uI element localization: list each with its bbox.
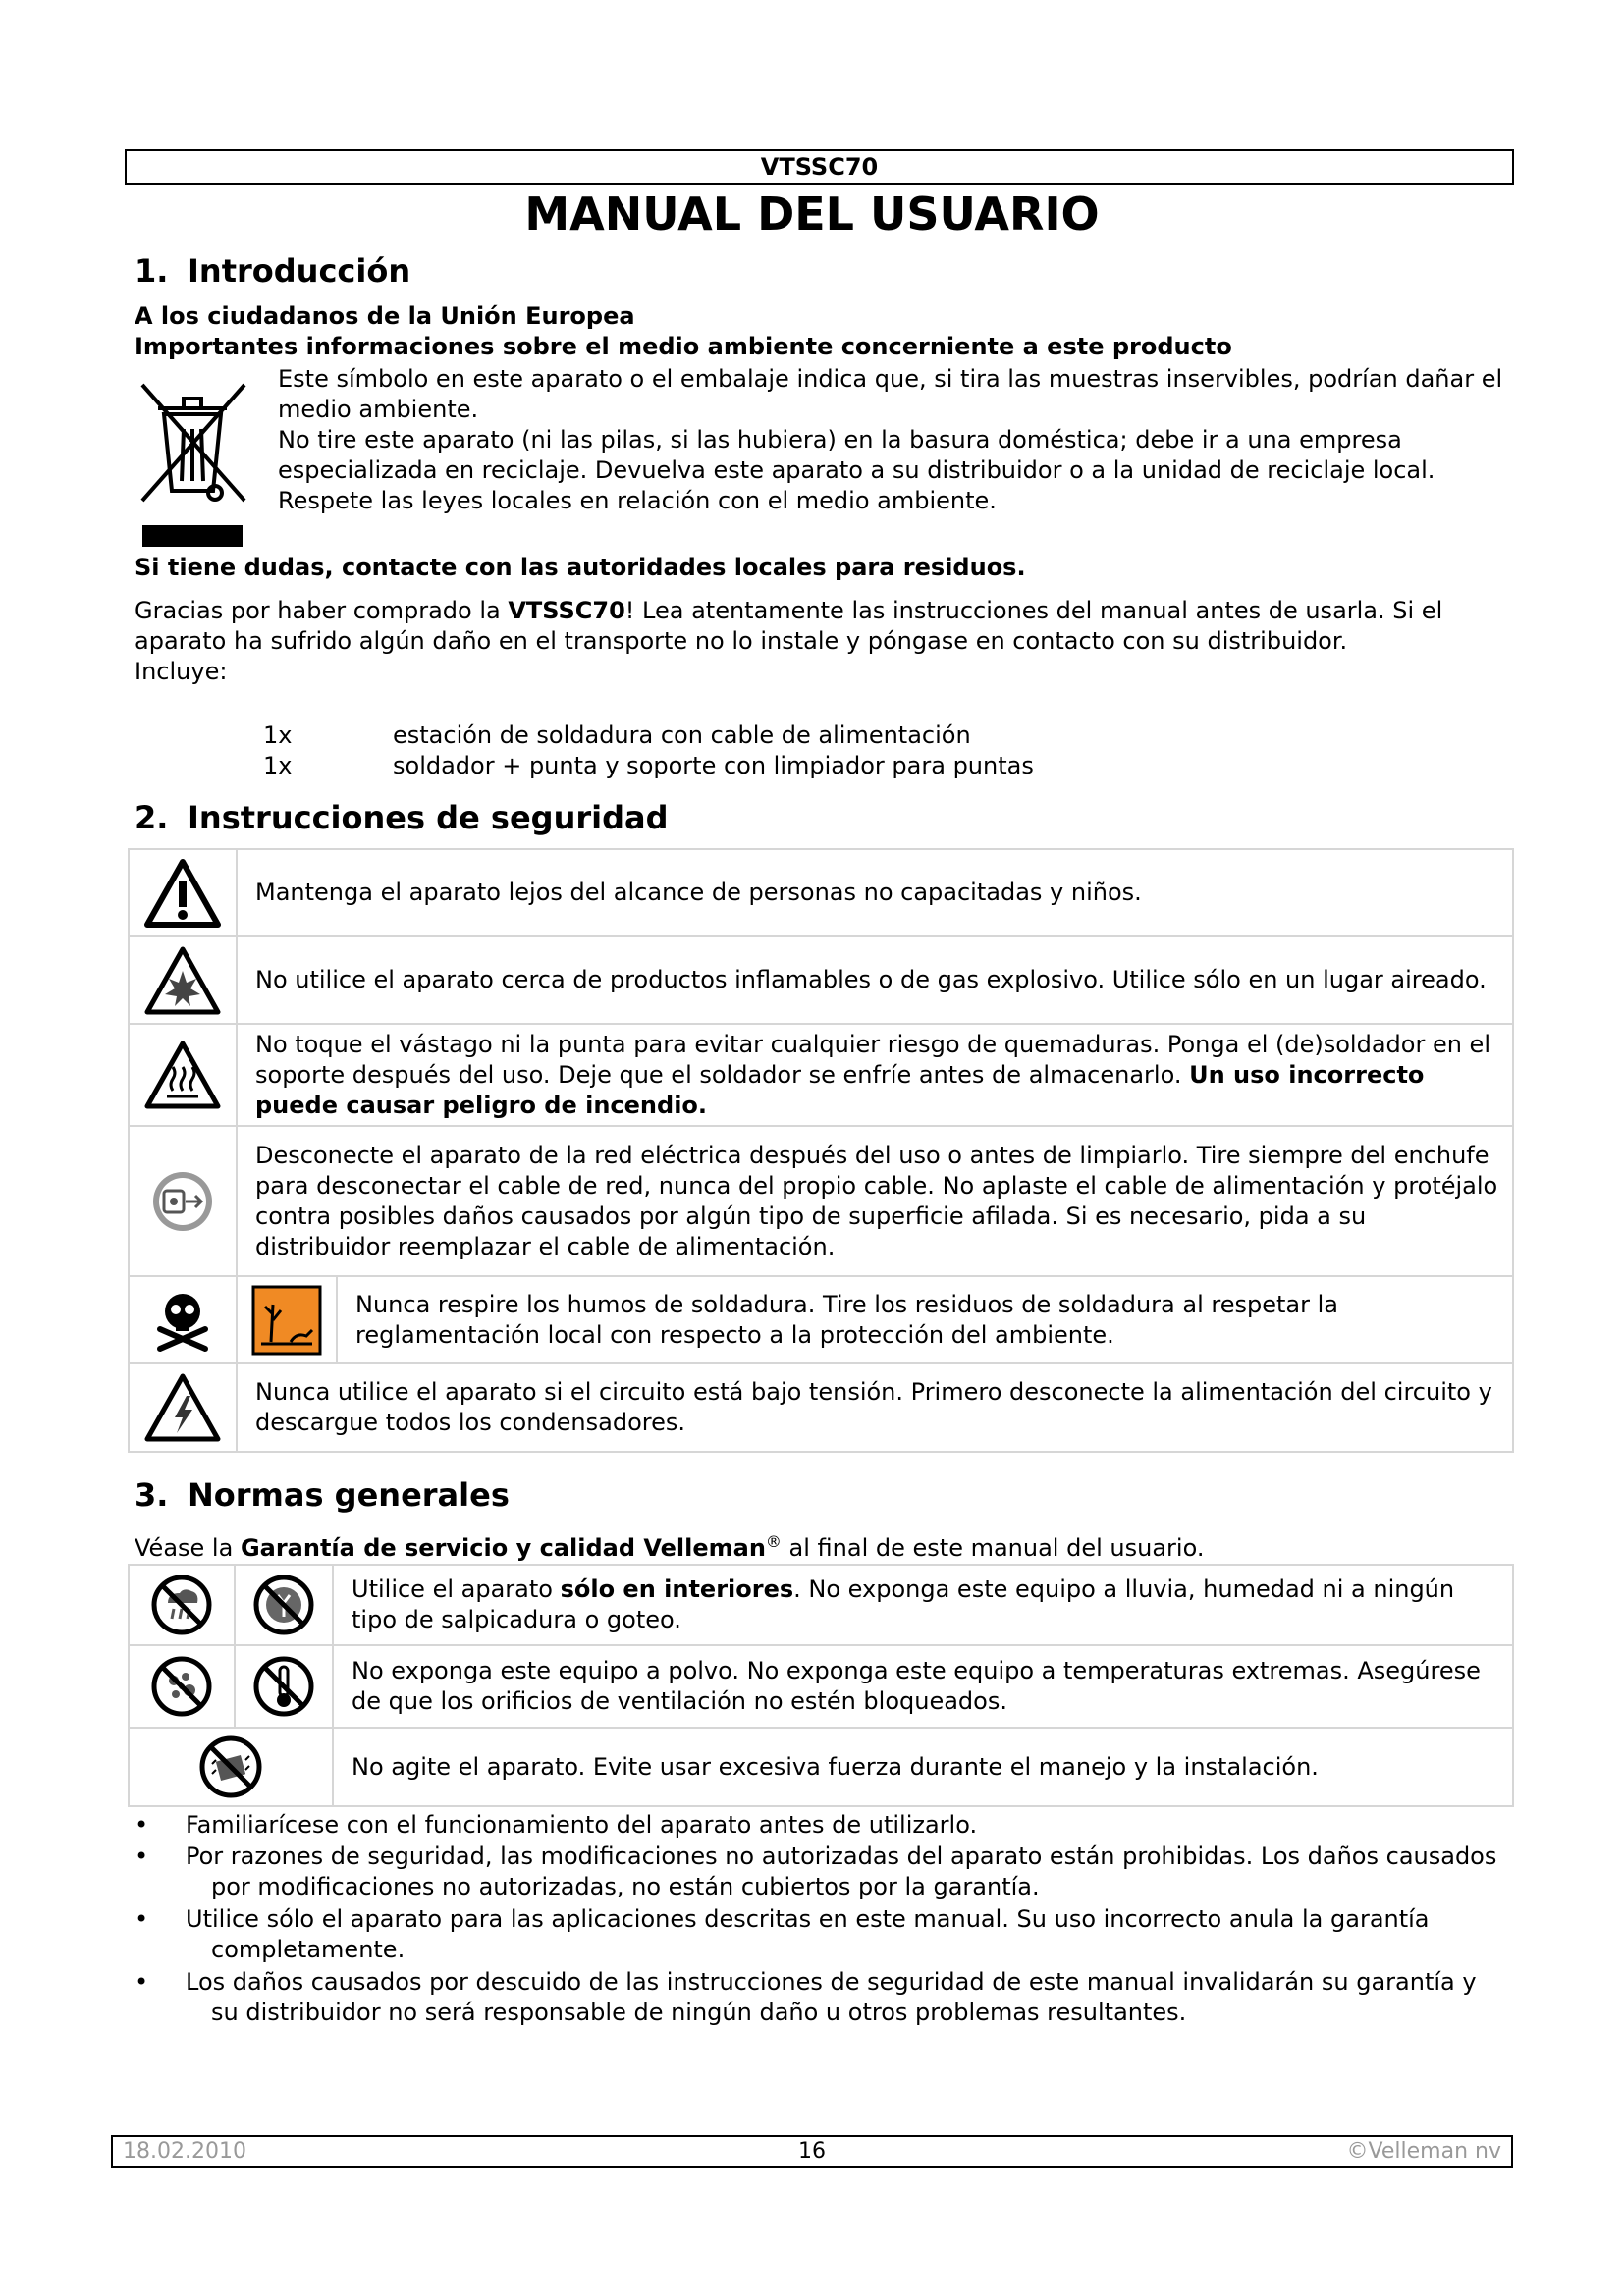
thanks-model: VTSSC70 bbox=[508, 597, 625, 624]
footer-date: 18.02.2010 bbox=[123, 2139, 246, 2163]
bullet-icon: • bbox=[135, 1905, 149, 1933]
no-shaking-icon bbox=[129, 1728, 333, 1806]
safety-text bbox=[237, 1024, 1513, 1126]
registered-mark: ® bbox=[765, 1532, 782, 1551]
bullet-icon: • bbox=[135, 1811, 149, 1839]
general-rules-table bbox=[128, 1564, 1514, 1807]
section-title: Instrucciones de seguridad bbox=[188, 799, 669, 836]
section-title: Normas generales bbox=[188, 1476, 510, 1514]
safety-text: Nunca utilice el aparato si el circuito está bajo tensión. Primero desconecte la alimentación del circuito y descargue todos los condensadores. bbox=[237, 1363, 1513, 1452]
section-number: 1. bbox=[135, 252, 169, 290]
page-title: MANUAL DEL USUARIO bbox=[524, 187, 1100, 240]
included-desc: soldador + punta y soporte con limpiador para puntas bbox=[393, 752, 1034, 779]
includes-label: Incluye: bbox=[135, 658, 228, 685]
section-heading-normas bbox=[135, 1475, 510, 1515]
warning-icon bbox=[129, 849, 237, 936]
environment-contact-note: Si tiene dudas, contacte con las autoridades locales para residuos. bbox=[135, 554, 1026, 581]
thanks-pre: Gracias por haber comprado la bbox=[135, 597, 509, 624]
safety-text: Desconecte el aparato de la red eléctrica después del uso o antes de limpiarlo. Tire siempre del enchufe para desconectar el cable de red, nunca del propio cable. No aplaste el cable de alimentación y protéjalo contra posibles daños causados por algún tipo de superficie afilada. Si es necesario, pida a su distribuidor reemplazar el cable de alimentación. bbox=[237, 1126, 1513, 1276]
safety-text: Nunca respire los humos de soldadura. Tire los residuos de soldadura al respetar la reglamentación local con respecto a la protección del ambiente. bbox=[337, 1276, 1513, 1363]
section-number: 3. bbox=[135, 1476, 169, 1514]
eu-citizens-subtitle: A los ciudadanos de la Unión Europea bbox=[135, 302, 635, 330]
list-item-text: Los daños causados por descuido de las instrucciones de seguridad de este manual invalidarán su garantía y su distribuidor no será responsable de ningún daño u otros problemas resultantes. bbox=[186, 1968, 1477, 2026]
rule-text: No exponga este equipo a polvo. No exponga este equipo a temperaturas extremas. Asegúrese de que los orificios de ventilación no estén bloqueados. bbox=[333, 1645, 1513, 1728]
warranty-pre: Véase la bbox=[135, 1534, 241, 1562]
electric-hazard-icon bbox=[129, 1363, 237, 1452]
section-heading-introduccion bbox=[135, 251, 410, 291]
unplug-icon bbox=[129, 1126, 237, 1276]
list-item-text: Por razones de seguridad, las modificaciones no autorizadas del aparato están prohibidas. Los daños causados por modificaciones no autorizadas, no están cubiertos por la garantía. bbox=[186, 1842, 1497, 1900]
model-header: VTSSC70 bbox=[125, 149, 1514, 185]
included-desc: estación de soldadura con cable de alimentación bbox=[393, 721, 971, 749]
safety-row bbox=[129, 1276, 1513, 1363]
safety-row bbox=[129, 849, 1513, 936]
list-item bbox=[135, 1842, 1509, 1902]
page-number: 16 bbox=[798, 2139, 826, 2163]
safety-row bbox=[129, 1126, 1513, 1276]
thanks-post: ! Lea atentamente las instrucciones del manual antes de usarla. Si el aparato ha sufrido algún daño en el transporte no lo instale y póngase en contacto con su distribuidor. bbox=[135, 597, 1443, 655]
safety-row bbox=[129, 936, 1513, 1024]
footer-copyright: ©Velleman nv bbox=[1346, 2139, 1501, 2163]
environment-para-3: Respete las leyes locales en relación con el medio ambiente. bbox=[278, 487, 997, 514]
rule-text: No agite el aparato. Evite usar excesiva fuerza durante el manejo y la instalación. bbox=[333, 1728, 1513, 1806]
environment-hazard-icon bbox=[237, 1276, 337, 1363]
bullet-icon: • bbox=[135, 1968, 149, 1996]
indoor-only-emphasis: sólo en interiores bbox=[560, 1575, 794, 1603]
warranty-name: Garantía de servicio y calidad Velleman bbox=[240, 1534, 766, 1562]
safety-text-part: No toque el vástago ni la punta para evitar cualquier riesgo de quemaduras. Ponga el (de)soldador en el soporte después del uso. Deje que el soldador se enfríe antes de almacenarlo. bbox=[255, 1030, 1490, 1089]
no-extreme-temperature-icon bbox=[235, 1645, 333, 1728]
warranty-post: al final de este manual del usuario. bbox=[781, 1534, 1205, 1562]
list-item bbox=[135, 1810, 1509, 1841]
introduction-text bbox=[135, 596, 1509, 687]
list-item-text: Utilice sólo el aparato para las aplicaciones descritas en este manual. Su uso incorrecto anula la garantía completamente. bbox=[186, 1905, 1430, 1963]
list-item bbox=[135, 1904, 1509, 1965]
safety-table bbox=[128, 848, 1514, 1453]
bullet-icon: • bbox=[135, 1842, 149, 1870]
rule-row bbox=[129, 1565, 1513, 1645]
safety-row bbox=[129, 1363, 1513, 1452]
no-dust-icon bbox=[129, 1645, 235, 1728]
section-heading-seguridad bbox=[135, 798, 669, 837]
environment-text bbox=[278, 364, 1507, 516]
section-title: Introducción bbox=[188, 252, 411, 290]
toxic-icon bbox=[129, 1276, 237, 1363]
environment-para-2: No tire este aparato (ni las pilas, si las hubiera) en la basura doméstica; debe ir a una empresa especializada en reciclaje. Devuelva este aparato a su distribuidor o a la unidad de reciclaje local. bbox=[278, 426, 1435, 484]
safety-row bbox=[129, 1024, 1513, 1126]
crossed-bin-icon bbox=[135, 375, 250, 552]
environment-para-1: Este símbolo en este aparato o el embalaje indica que, si tira las muestras inservibles, podrían dañar el medio ambiente. bbox=[278, 365, 1503, 423]
thanks-paragraph bbox=[135, 596, 1509, 657]
safety-text: No utilice el aparato cerca de productos inflamables o de gas explosivo. Utilice sólo en un lugar aireado. bbox=[237, 936, 1513, 1024]
included-qty: 1x bbox=[263, 721, 293, 749]
rule-row bbox=[129, 1728, 1513, 1806]
rule-row bbox=[129, 1645, 1513, 1728]
safety-text: Mantenga el aparato lejos del alcance de personas no capacitadas y niños. bbox=[237, 849, 1513, 936]
no-splash-icon bbox=[235, 1565, 333, 1645]
rule-text-part: Utilice el aparato bbox=[352, 1575, 561, 1603]
fire-hazard-warning: Un uso incorrecto puede causar peligro de incendio. bbox=[255, 1060, 1425, 1119]
warranty-reference bbox=[135, 1526, 1204, 1564]
page-footer bbox=[111, 2135, 1513, 2168]
list-item-text: Familiarícese con el funcionamiento del aparato antes de utilizarlo. bbox=[186, 1811, 978, 1839]
no-rain-icon bbox=[129, 1565, 235, 1645]
list-item bbox=[135, 1967, 1509, 2028]
environment-info-subtitle: Importantes informaciones sobre el medio ambiente concerniente a este producto bbox=[135, 333, 1232, 360]
explosive-warning-icon bbox=[129, 936, 237, 1024]
section-number: 2. bbox=[135, 799, 169, 836]
hot-surface-icon bbox=[129, 1024, 237, 1126]
included-qty: 1x bbox=[263, 752, 293, 779]
rule-text-part: . No exponga este equipo a lluvia, humedad ni a ningún tipo de salpicadura o goteo. bbox=[352, 1575, 1455, 1633]
rule-text bbox=[333, 1565, 1513, 1645]
